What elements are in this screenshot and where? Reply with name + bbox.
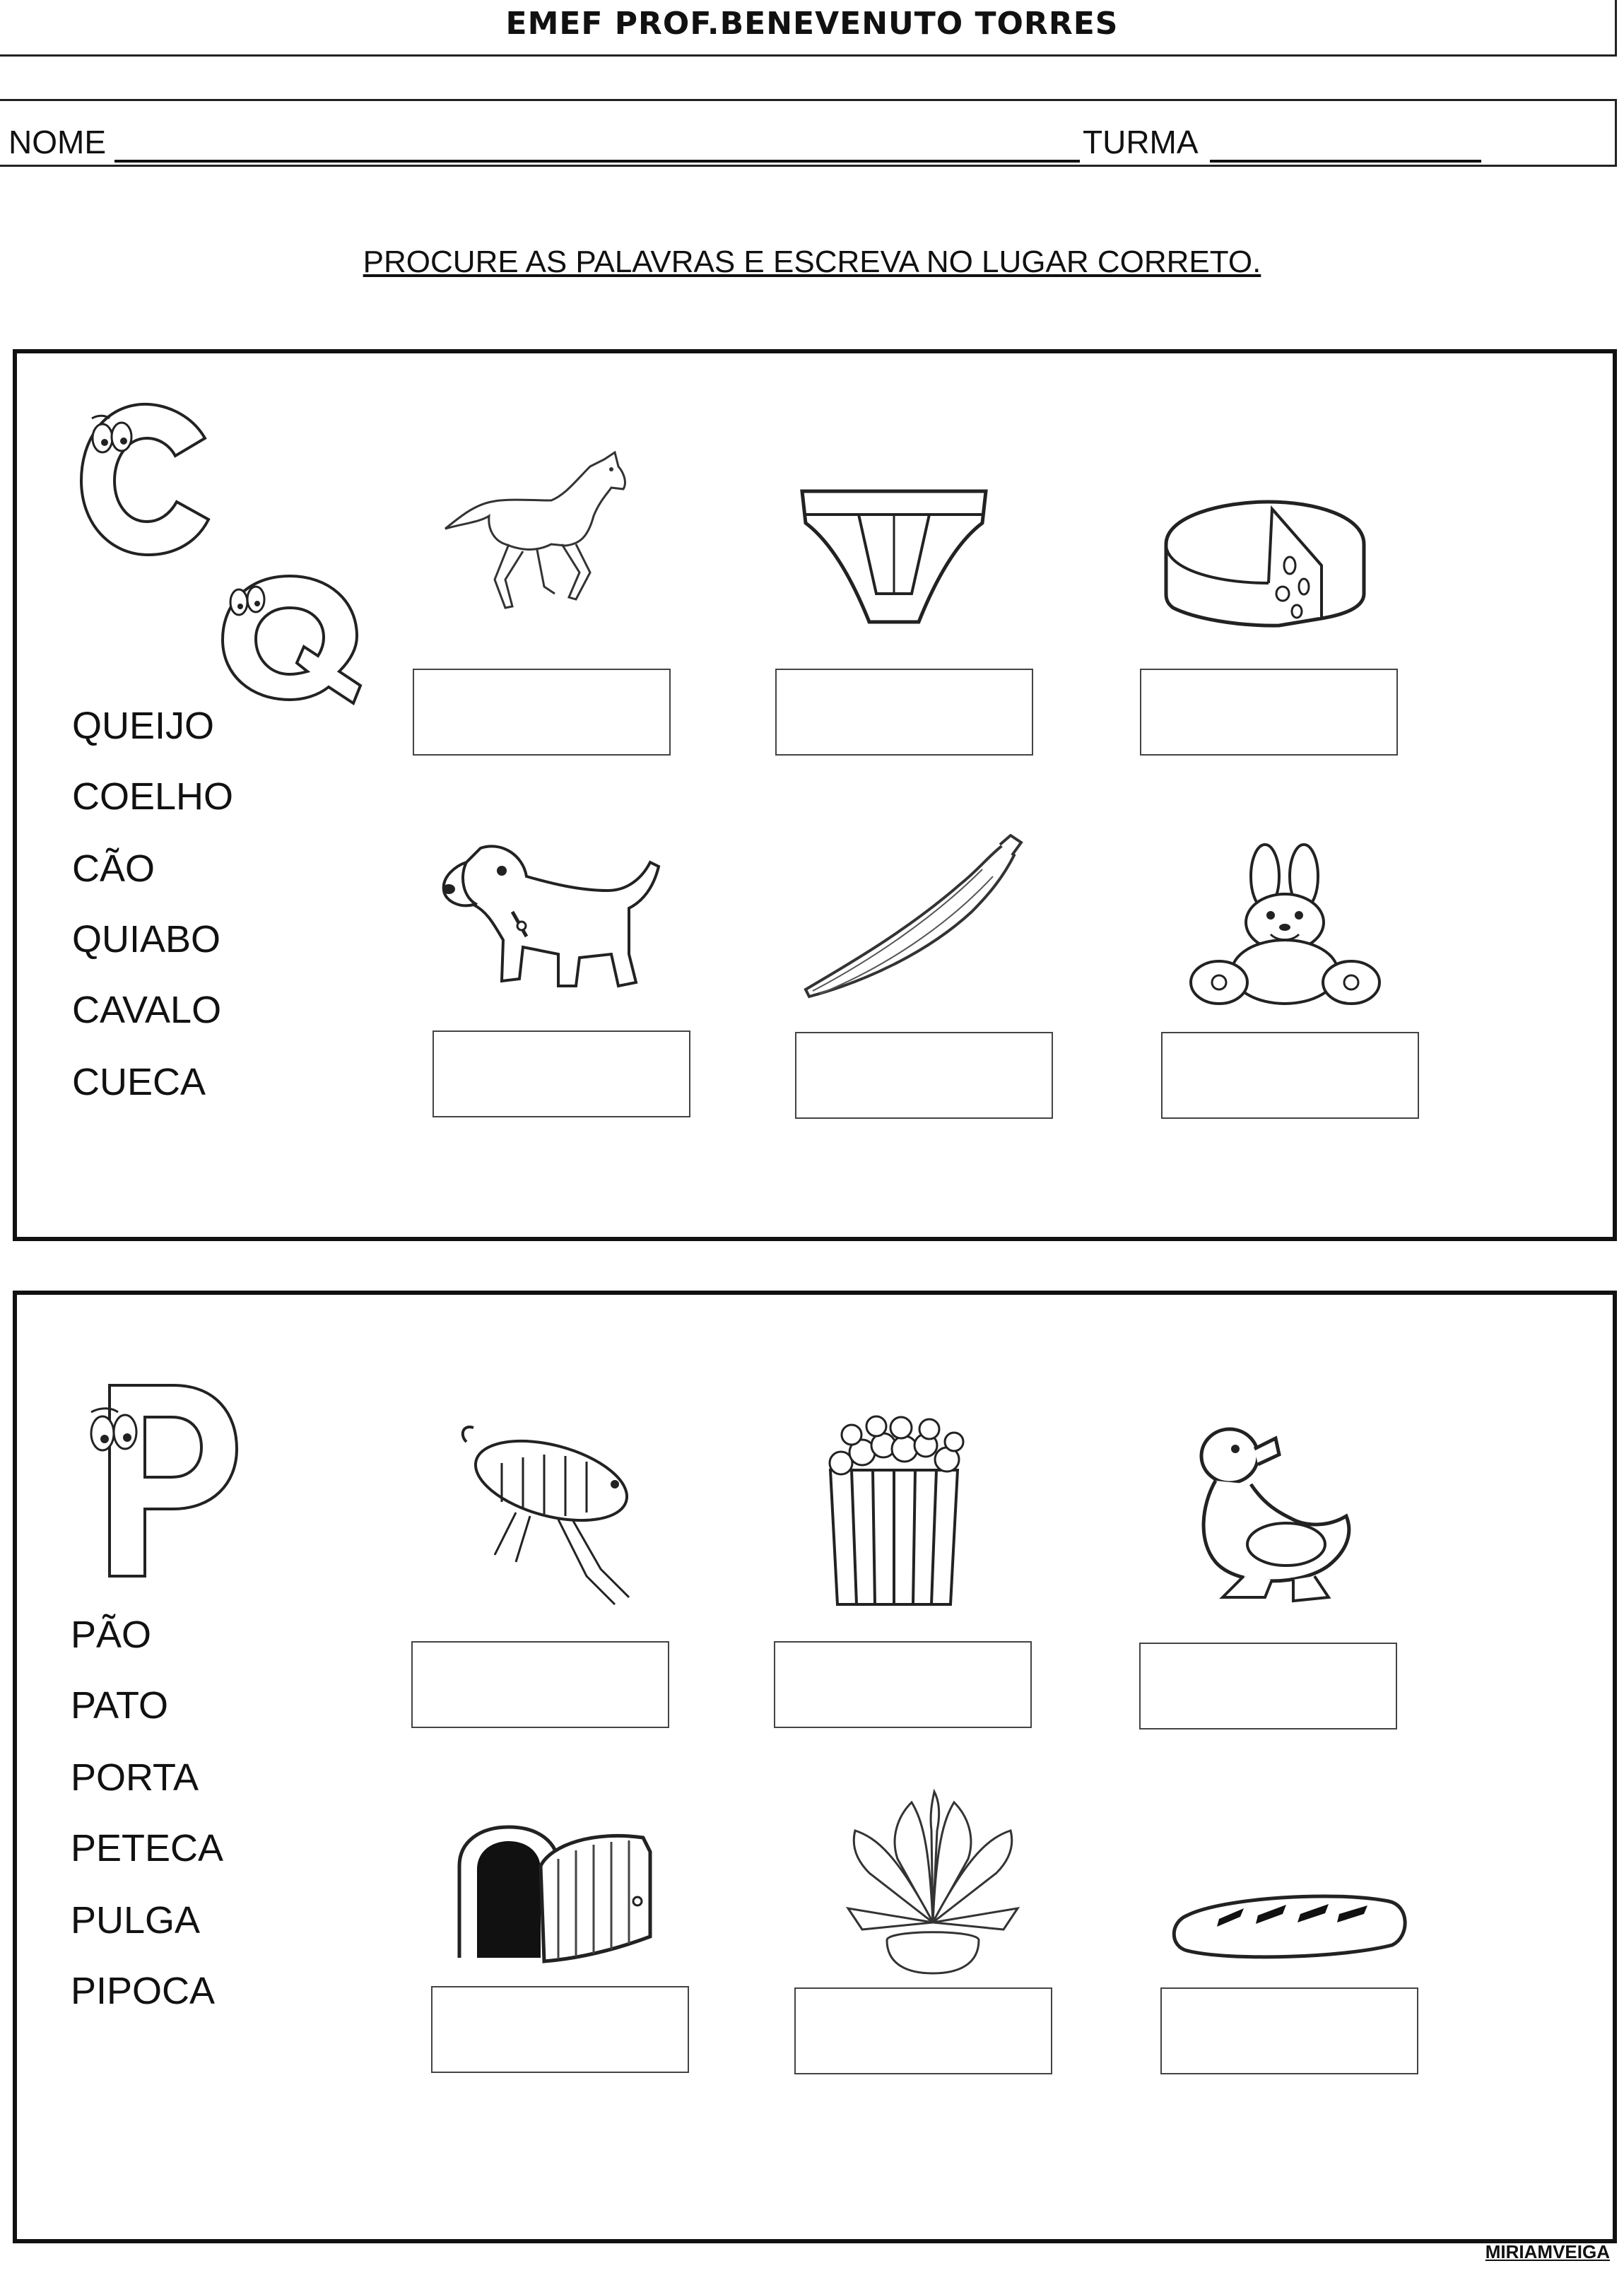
underwear-icon bbox=[792, 481, 996, 629]
word-cavalo: CAVALO bbox=[72, 989, 222, 1031]
word-pato: PATO bbox=[71, 1684, 169, 1727]
student-info-box bbox=[0, 99, 1617, 167]
answer-box-rabbit[interactable] bbox=[1161, 1032, 1419, 1119]
popcorn-icon bbox=[813, 1414, 975, 1611]
horse-icon bbox=[438, 438, 636, 629]
dog-icon bbox=[438, 834, 671, 1004]
answer-box-flea[interactable] bbox=[411, 1641, 669, 1728]
answer-box-cheese[interactable] bbox=[1140, 669, 1398, 756]
answer-box-shuttlecock[interactable] bbox=[794, 1987, 1052, 2074]
answer-box-duck[interactable] bbox=[1139, 1643, 1397, 1729]
word-queijo: QUEIJO bbox=[72, 705, 215, 747]
word-porta: PORTA bbox=[71, 1756, 199, 1799]
bread-icon bbox=[1166, 1887, 1413, 1965]
instruction: PROCURE AS PALAVRAS E ESCREVA NO LUGAR CORRETO. bbox=[363, 245, 1261, 279]
school-name: EMEF PROF.BENEVENUTO TORRES bbox=[505, 6, 1119, 42]
word-pulga: PULGA bbox=[71, 1899, 201, 1942]
duck-icon bbox=[1187, 1421, 1357, 1611]
answer-box-underwear[interactable] bbox=[775, 669, 1033, 756]
answer-box-bread[interactable] bbox=[1160, 1987, 1418, 2074]
name-label: NOME bbox=[8, 124, 106, 160]
letter-q-icon bbox=[212, 565, 367, 707]
word-quiabo: QUIABO bbox=[72, 918, 221, 961]
author-credit: MIRIAMVEIGA bbox=[1485, 2241, 1610, 2262]
word-coelho: COELHO bbox=[72, 775, 234, 818]
word-cueca: CUECA bbox=[72, 1061, 206, 1103]
word-cao: CÃO bbox=[72, 847, 155, 890]
class-label: TURMA bbox=[1083, 124, 1199, 160]
okra-icon bbox=[799, 834, 1025, 1004]
answer-box-okra[interactable] bbox=[795, 1032, 1053, 1119]
answer-box-popcorn[interactable] bbox=[774, 1641, 1032, 1728]
cheese-icon bbox=[1152, 488, 1378, 636]
rabbit-icon bbox=[1187, 841, 1385, 1011]
answer-box-dog[interactable] bbox=[433, 1030, 690, 1117]
letter-c-icon bbox=[71, 396, 219, 565]
answer-box-horse[interactable] bbox=[413, 669, 671, 756]
class-field-line[interactable] bbox=[1210, 160, 1481, 163]
word-peteca: PETECA bbox=[71, 1827, 224, 1869]
letter-p-icon bbox=[67, 1378, 244, 1583]
answer-box-door[interactable] bbox=[431, 1986, 689, 2073]
flea-icon bbox=[452, 1414, 643, 1611]
word-pipoca: PIPOCA bbox=[71, 1970, 216, 2012]
door-icon bbox=[452, 1823, 657, 1965]
shuttlecock-icon bbox=[841, 1788, 1025, 1979]
word-pao: PÃO bbox=[71, 1614, 152, 1656]
name-field-line[interactable] bbox=[114, 160, 1080, 163]
